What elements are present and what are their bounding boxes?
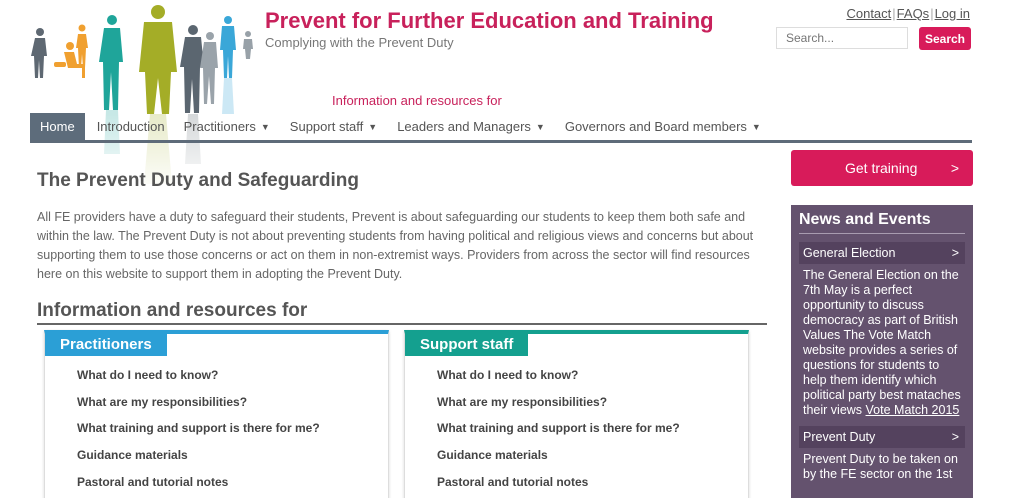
divider: | <box>892 6 896 21</box>
nav-label: Support staff <box>289 119 364 134</box>
nav-item-leaders-managers[interactable] <box>387 113 555 140</box>
caret-down-icon: ▼ <box>368 122 378 132</box>
chevron-right-icon: > <box>951 246 959 260</box>
news-panel <box>791 205 973 498</box>
nav-label: Practitioners <box>183 119 256 134</box>
nav-item-support-staff[interactable] <box>280 113 387 140</box>
nav-label: Introduction <box>96 119 165 134</box>
nav-label: Governors and Board members <box>564 119 747 134</box>
card-link[interactable]: What are my responsibilities? <box>77 394 248 409</box>
faqs-link[interactable]: FAQs <box>896 6 930 21</box>
news-item-body <box>799 448 965 482</box>
info-for-label: Information and resources for <box>332 93 502 108</box>
chevron-right-icon: > <box>950 160 959 176</box>
support-staff-card <box>404 330 749 498</box>
top-links <box>846 6 970 21</box>
chevron-right-icon: > <box>951 430 959 444</box>
card-title[interactable]: Support staff <box>405 334 528 356</box>
card-link[interactable]: What do I need to know? <box>77 368 219 382</box>
card-link-list <box>405 367 748 498</box>
search-button[interactable]: Search <box>919 27 971 50</box>
nav-label: Leaders and Managers <box>397 119 531 134</box>
news-item-general-election[interactable] <box>799 242 965 264</box>
nav-label: Home <box>40 119 75 134</box>
get-training-label: Get training <box>845 160 918 176</box>
card-title[interactable]: Practitioners <box>45 334 167 356</box>
login-link[interactable]: Log in <box>934 6 970 21</box>
contact-link[interactable]: Contact <box>846 6 892 21</box>
intro-paragraph: All FE providers have a duty to safeguard their students, Prevent is about safeguarding our students to keep them both safe and within the law. The Prevent Duty is not about preventing students from having political and religious views and concerns but about supporting them to use those concerns or act on them in non-extremist ways. Providers from across the sector will find resources here on this website to support them in adopting the Prevent Duty. <box>37 210 754 281</box>
page-title: The Prevent Duty and Safeguarding <box>37 170 359 191</box>
caret-down-icon: ▼ <box>751 122 761 132</box>
news-heading: News and Events <box>799 210 965 234</box>
news-body-text: Prevent Duty to be taken on by the FE sector on the 1st <box>803 452 958 481</box>
main-nav <box>30 113 972 143</box>
news-item-body <box>799 264 965 418</box>
card-link[interactable]: What training and support is there for me? <box>437 421 680 436</box>
header-people-illustration <box>28 4 263 194</box>
news-body-text: The General Election on the 7th May is a perfect opportunity to discuss democracy as part of British Values The Vote Match website provides a series of questions for students to help them identify which political party best mataches their views <box>803 268 961 417</box>
divider: | <box>930 6 934 21</box>
nav-item-home[interactable] <box>30 113 85 140</box>
search-input[interactable] <box>776 27 908 49</box>
card-link[interactable]: Guidance materials <box>437 448 548 463</box>
news-item-prevent-duty[interactable] <box>799 426 965 448</box>
vote-match-link[interactable]: Vote Match 2015 <box>865 403 960 417</box>
card-link[interactable]: Guidance materials <box>77 448 188 463</box>
card-link-list <box>45 367 388 498</box>
get-training-button[interactable] <box>791 150 973 186</box>
nav-item-practitioners[interactable] <box>174 113 280 140</box>
practitioners-card <box>44 330 389 498</box>
caret-down-icon: ▼ <box>535 122 545 132</box>
nav-item-introduction[interactable] <box>85 113 174 140</box>
site-title[interactable]: Prevent for Further Education and Training <box>265 8 714 33</box>
nav-item-governors[interactable] <box>555 113 771 140</box>
card-link[interactable]: What do I need to know? <box>437 368 579 382</box>
caret-down-icon: ▼ <box>260 122 270 132</box>
news-item-title: Prevent Duty <box>803 430 876 444</box>
news-item-title: General Election <box>803 246 896 260</box>
site-subtitle: Complying with the Prevent Duty <box>265 35 454 50</box>
section-heading: Information and resources for <box>37 300 767 325</box>
card-link[interactable]: What training and support is there for me? <box>77 421 320 436</box>
card-link[interactable]: What are my responsibilities? <box>437 394 608 409</box>
card-link[interactable]: Pastoral and tutorial notes <box>77 474 229 489</box>
card-link[interactable]: Pastoral and tutorial notes <box>437 474 589 489</box>
